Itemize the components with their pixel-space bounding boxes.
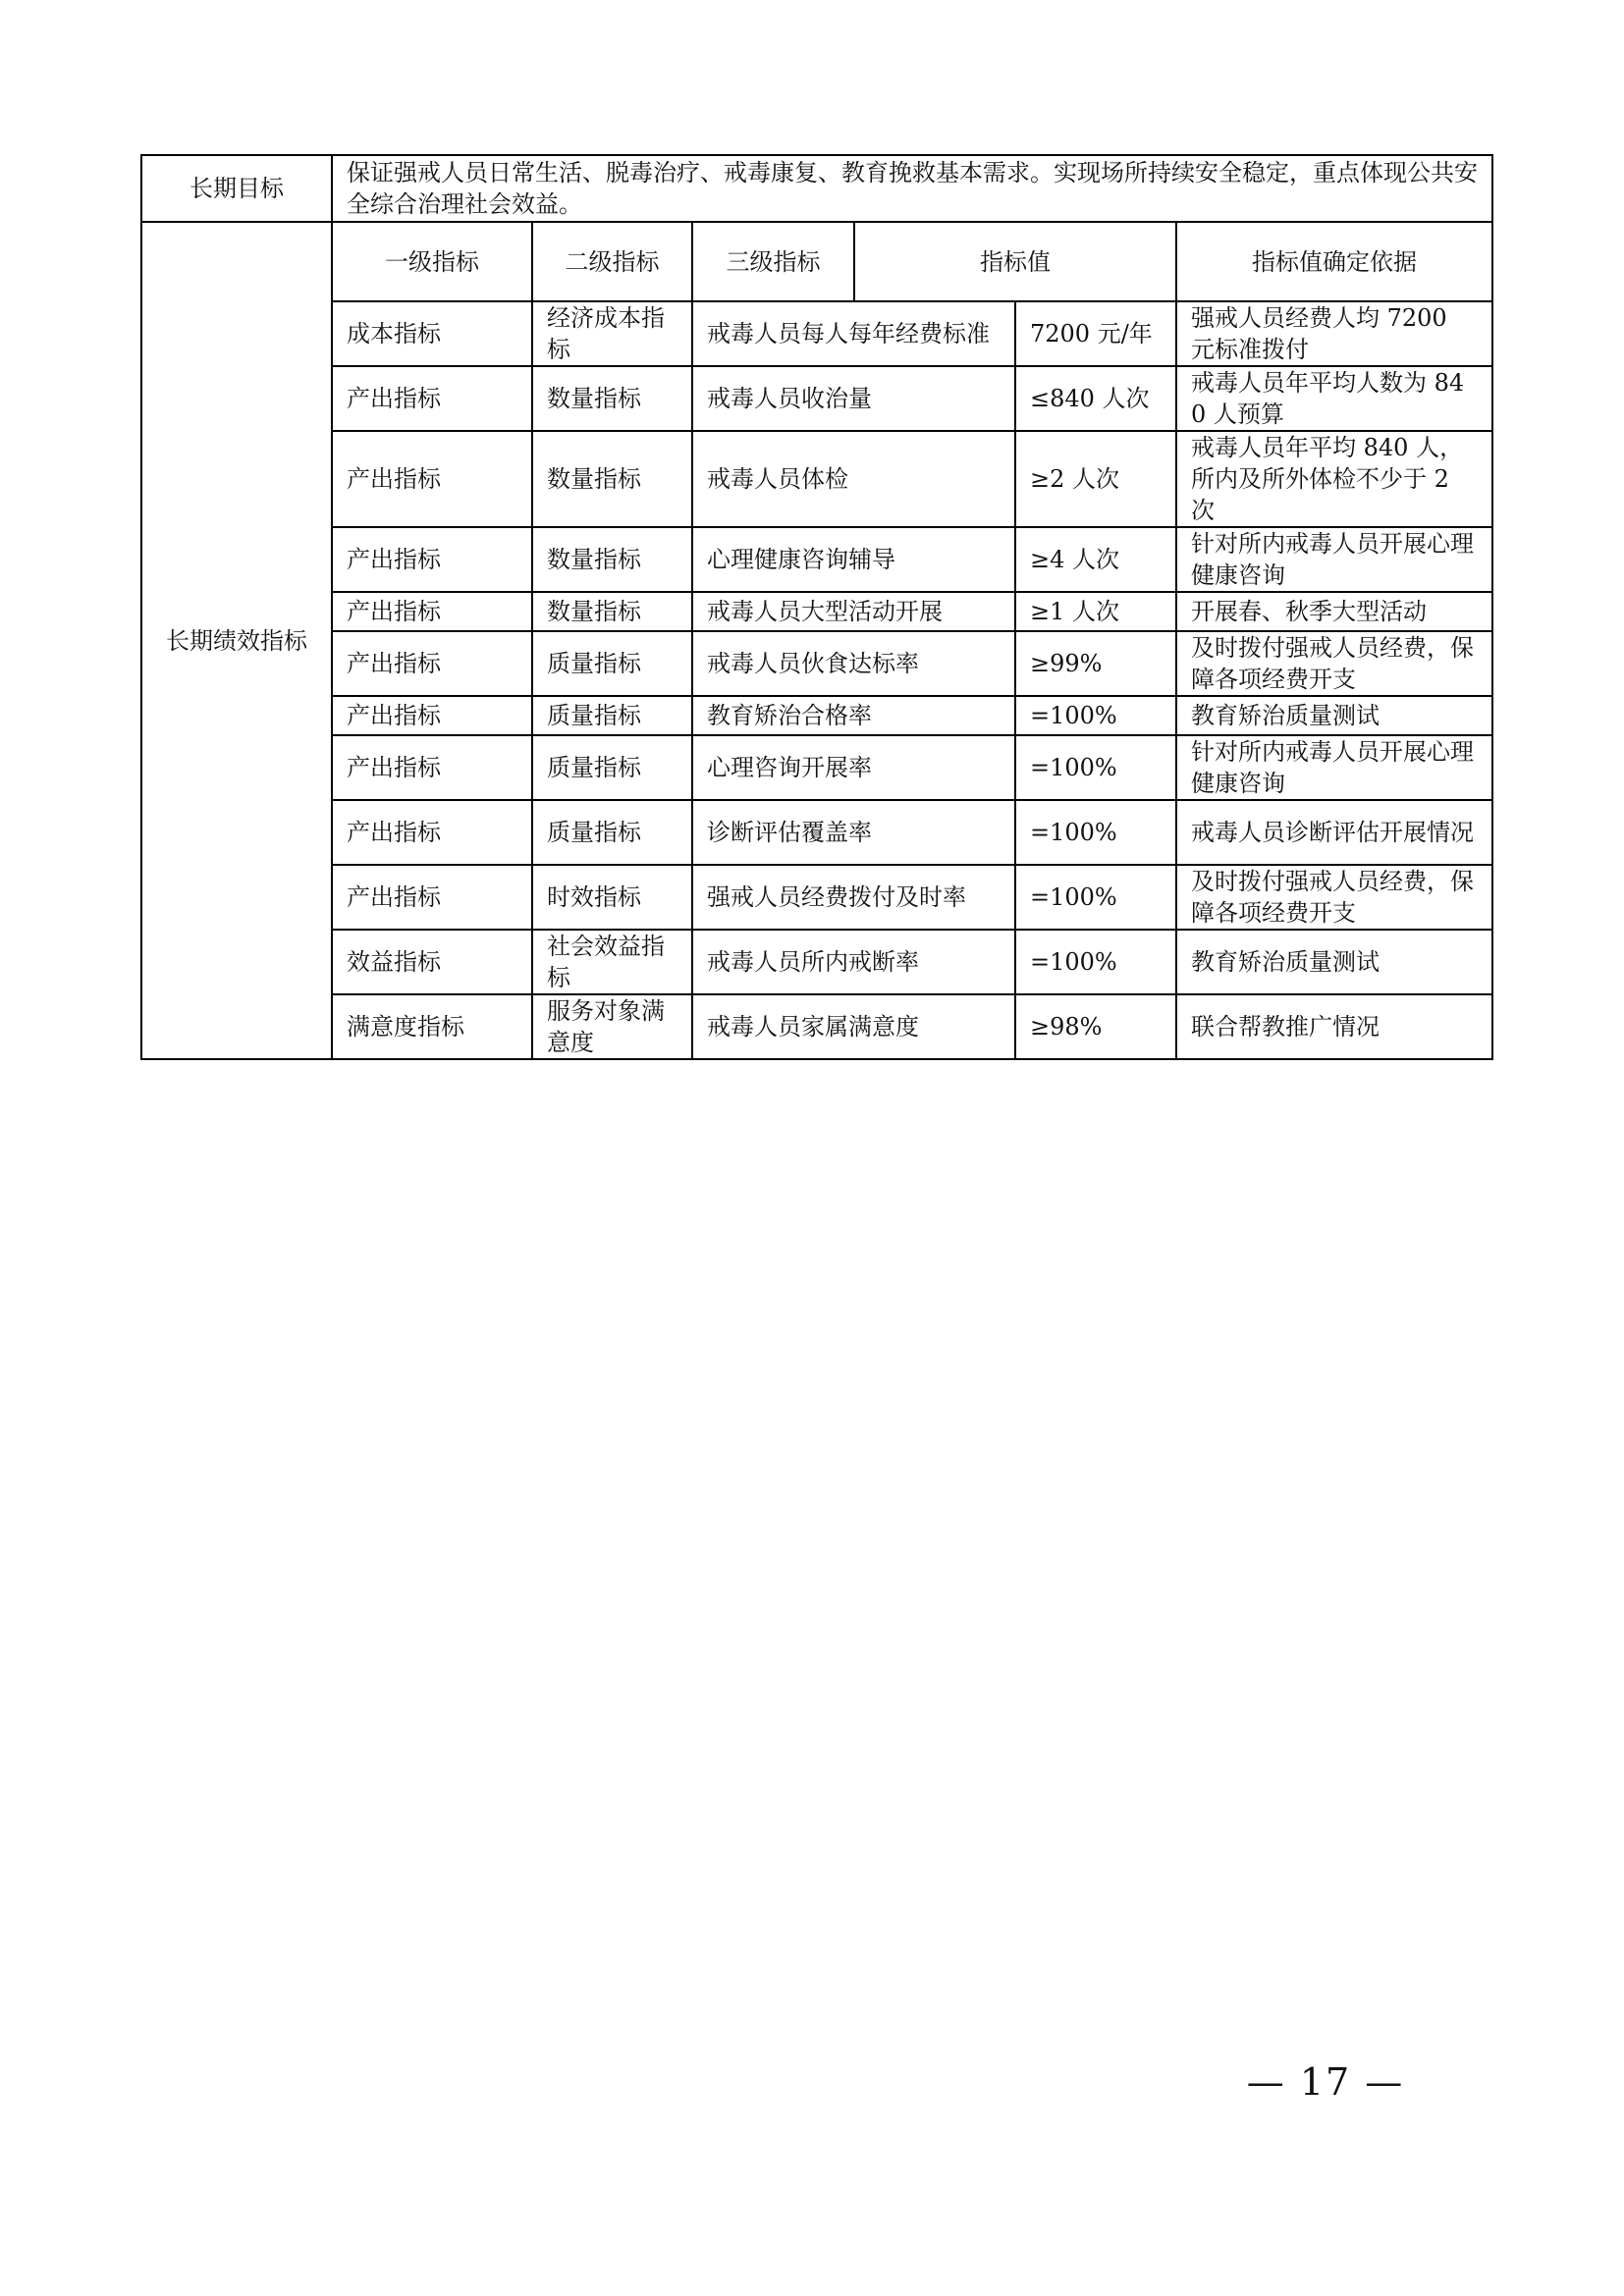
cell-basis: 开展春、秋季大型活动 bbox=[1176, 592, 1492, 631]
page-number: — 17 — bbox=[1246, 2060, 1405, 2104]
table-row bbox=[141, 592, 1492, 631]
cell-basis: 联合帮教推广情况 bbox=[1176, 994, 1492, 1059]
table-row bbox=[141, 735, 1492, 800]
cell-basis: 戒毒人员年平均人数为 840 人预算 bbox=[1176, 366, 1492, 431]
cell-basis: 教育矫治质量测试 bbox=[1176, 930, 1492, 994]
table-row bbox=[141, 865, 1492, 930]
performance-table bbox=[140, 154, 1493, 1060]
cell-value: 7200 元/年 bbox=[1015, 301, 1176, 366]
cell-basis: 针对所内戒毒人员开展心理健康咨询 bbox=[1176, 735, 1492, 800]
table-row bbox=[141, 366, 1492, 431]
cell-level2: 质量指标 bbox=[532, 696, 692, 735]
table-row bbox=[141, 527, 1492, 592]
table-row bbox=[141, 301, 1492, 366]
cell-basis: 教育矫治质量测试 bbox=[1176, 696, 1492, 735]
cell-value: ≤840 人次 bbox=[1015, 366, 1176, 431]
header-level1: 一级指标 bbox=[332, 222, 532, 301]
table-row bbox=[141, 994, 1492, 1059]
cell-basis: 戒毒人员诊断评估开展情况 bbox=[1176, 800, 1492, 865]
cell-level2: 数量指标 bbox=[532, 431, 692, 527]
cell-level3: 诊断评估覆盖率 bbox=[692, 800, 1015, 865]
cell-level2: 时效指标 bbox=[532, 865, 692, 930]
cell-level2: 质量指标 bbox=[532, 735, 692, 800]
cell-level1: 成本指标 bbox=[332, 301, 532, 366]
cell-level3: 强戒人员经费拨付及时率 bbox=[692, 865, 1015, 930]
header-row bbox=[141, 222, 1492, 301]
cell-level2: 数量指标 bbox=[532, 592, 692, 631]
cell-basis: 针对所内戒毒人员开展心理健康咨询 bbox=[1176, 527, 1492, 592]
table-row bbox=[141, 930, 1492, 994]
cell-value: =100% bbox=[1015, 735, 1176, 800]
cell-level3: 戒毒人员每人每年经费标准 bbox=[692, 301, 1015, 366]
cell-level1: 产出指标 bbox=[332, 592, 532, 631]
goal-text: 保证强戒人员日常生活、脱毒治疗、戒毒康复、教育挽救基本需求。实现场所持续安全稳定，重点体现公共安全综合治理社会效益。 bbox=[332, 155, 1492, 222]
cell-level3: 戒毒人员大型活动开展 bbox=[692, 592, 1015, 631]
cell-level1: 产出指标 bbox=[332, 696, 532, 735]
cell-value: =100% bbox=[1015, 696, 1176, 735]
cell-level1: 产出指标 bbox=[332, 527, 532, 592]
cell-level3: 戒毒人员家属满意度 bbox=[692, 994, 1015, 1059]
cell-value: ≥2 人次 bbox=[1015, 431, 1176, 527]
cell-level2: 服务对象满意度 bbox=[532, 994, 692, 1059]
cell-level3: 教育矫治合格率 bbox=[692, 696, 1015, 735]
cell-basis: 戒毒人员年平均 840 人，所内及所外体检不少于 2 次 bbox=[1176, 431, 1492, 527]
cell-basis: 及时拨付强戒人员经费，保障各项经费开支 bbox=[1176, 865, 1492, 930]
table-row bbox=[141, 800, 1492, 865]
cell-value: =100% bbox=[1015, 930, 1176, 994]
table-row bbox=[141, 696, 1492, 735]
cell-value: ≥4 人次 bbox=[1015, 527, 1176, 592]
cell-level1: 产出指标 bbox=[332, 865, 532, 930]
table-row bbox=[141, 631, 1492, 696]
cell-level2: 质量指标 bbox=[532, 800, 692, 865]
cell-basis: 及时拨付强戒人员经费，保障各项经费开支 bbox=[1176, 631, 1492, 696]
table-row bbox=[141, 431, 1492, 527]
cell-level1: 产出指标 bbox=[332, 800, 532, 865]
indicators-label: 长期绩效指标 bbox=[141, 222, 332, 1059]
cell-value: ≥98% bbox=[1015, 994, 1176, 1059]
cell-value: =100% bbox=[1015, 865, 1176, 930]
cell-basis: 强戒人员经费人均 7200 元标准拨付 bbox=[1176, 301, 1492, 366]
cell-level1: 产出指标 bbox=[332, 431, 532, 527]
goal-label: 长期目标 bbox=[141, 155, 332, 222]
header-level3: 三级指标 bbox=[692, 222, 854, 301]
cell-value: ≥1 人次 bbox=[1015, 592, 1176, 631]
cell-level2: 数量指标 bbox=[532, 527, 692, 592]
cell-level3: 戒毒人员收治量 bbox=[692, 366, 1015, 431]
cell-value: =100% bbox=[1015, 800, 1176, 865]
cell-level3: 心理健康咨询辅导 bbox=[692, 527, 1015, 592]
cell-level1: 满意度指标 bbox=[332, 994, 532, 1059]
header-value: 指标值 bbox=[854, 222, 1176, 301]
cell-level1: 产出指标 bbox=[332, 631, 532, 696]
header-level2: 二级指标 bbox=[532, 222, 692, 301]
cell-value: ≥99% bbox=[1015, 631, 1176, 696]
cell-level2: 数量指标 bbox=[532, 366, 692, 431]
cell-level1: 产出指标 bbox=[332, 366, 532, 431]
cell-level1: 效益指标 bbox=[332, 930, 532, 994]
cell-level3: 戒毒人员体检 bbox=[692, 431, 1015, 527]
header-basis: 指标值确定依据 bbox=[1176, 222, 1492, 301]
cell-level2: 质量指标 bbox=[532, 631, 692, 696]
cell-level3: 戒毒人员所内戒断率 bbox=[692, 930, 1015, 994]
goal-row bbox=[141, 155, 1492, 222]
cell-level2: 经济成本指标 bbox=[532, 301, 692, 366]
cell-level2: 社会效益指标 bbox=[532, 930, 692, 994]
cell-level3: 戒毒人员伙食达标率 bbox=[692, 631, 1015, 696]
cell-level3: 心理咨询开展率 bbox=[692, 735, 1015, 800]
cell-level1: 产出指标 bbox=[332, 735, 532, 800]
